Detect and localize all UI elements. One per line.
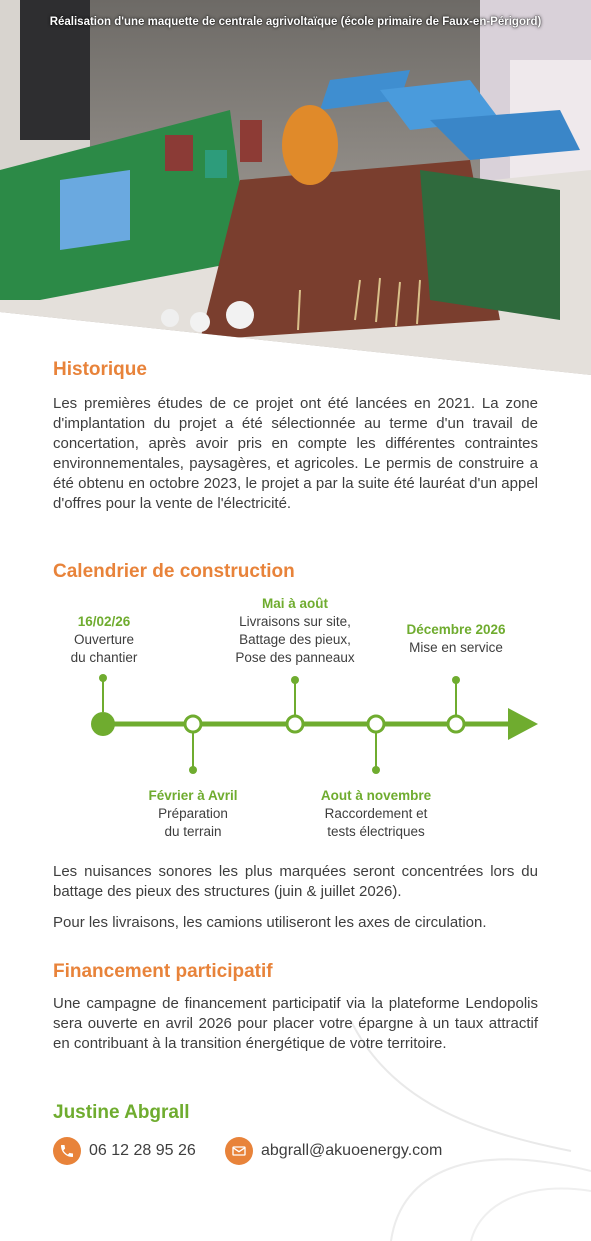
timeline-node-2 bbox=[185, 716, 201, 732]
milestone-2-line1: Préparation bbox=[158, 806, 228, 821]
milestone-3-line1: Livraisons sur site, bbox=[239, 614, 351, 629]
envelope-icon bbox=[225, 1137, 253, 1165]
milestone-2-date: Février à Avril bbox=[148, 788, 238, 803]
contact-email[interactable] bbox=[225, 1137, 442, 1165]
milestone-5-label bbox=[386, 621, 526, 657]
milestone-5-date: Décembre 2026 bbox=[406, 622, 506, 637]
milestone-3-line3: Pose des panneaux bbox=[235, 650, 355, 665]
calendrier-note-deliveries: Pour les livraisons, les camions utiliseront les axes de circulation. bbox=[53, 914, 487, 931]
contact-phone[interactable] bbox=[53, 1137, 196, 1165]
timeline-arrowhead bbox=[508, 708, 538, 740]
decorative-swirl bbox=[331, 1021, 591, 1241]
phone-icon bbox=[53, 1137, 81, 1165]
section-title-historique: Historique bbox=[53, 359, 147, 380]
timeline-node-3 bbox=[287, 716, 303, 732]
timeline-node-5 bbox=[448, 716, 464, 732]
timeline-node-4 bbox=[368, 716, 384, 732]
milestone-2-line2: du terrain bbox=[164, 824, 222, 839]
model-photo-illustration bbox=[0, 0, 591, 380]
milestone-4-line1: Raccordement et bbox=[324, 806, 428, 821]
section-title-financement: Financement participatif bbox=[53, 961, 273, 982]
milestone-1-line2: du chantier bbox=[70, 650, 138, 665]
financement-text: Une campagne de financement participatif via la plateforme Lendopolis sera ouverte en avril 2026 pour placer votre épargne à un taux attractif en contribuant à la transition énergétique de votre territoire. bbox=[53, 995, 538, 1052]
photo-caption: Réalisation d'une maquette de centrale agrivoltaïque (école primaire de Faux-en-Périgord) bbox=[49, 16, 542, 28]
calendrier-note-noise: Les nuisances sonores les plus marquées seront concentrées lors du battage des pieux des structures (juin & juillet 2026). bbox=[53, 863, 538, 900]
milestone-1-line1: Ouverture bbox=[73, 632, 135, 647]
milestone-4-label bbox=[306, 787, 446, 841]
milestone-4-date: Aout à novembre bbox=[320, 788, 432, 803]
milestone-5-line1: Mise en service bbox=[409, 640, 503, 655]
historique-text: Les premières études de ce projet ont été lancées en 2021. La zone d'implantation du projet a été sélectionnée au terme d'un travail de concertation, après avoir pris en compte les différentes contraintes environnementales, paysagères, et agricoles. Le permis de construire a été obtenu en octobre 2023, le projet a par la suite été lauréat d'un appel d'offres pour la vente de l'électricité. bbox=[53, 395, 538, 512]
contact-name: Justine Abgrall bbox=[53, 1102, 190, 1123]
timeline-graphic bbox=[0, 660, 591, 785]
milestone-3-label bbox=[215, 595, 375, 667]
milestone-4-line2: tests électriques bbox=[327, 824, 425, 839]
timeline-node-1 bbox=[91, 712, 115, 736]
milestone-1-label bbox=[42, 613, 166, 667]
hero-photo bbox=[0, 0, 591, 380]
section-title-calendrier: Calendrier de construction bbox=[53, 561, 295, 582]
milestone-3-line2: Battage des pieux, bbox=[239, 632, 351, 647]
milestone-1-date: 16/02/26 bbox=[77, 614, 131, 629]
phone-number: 06 12 28 95 26 bbox=[89, 1142, 196, 1159]
milestone-2-label bbox=[130, 787, 256, 841]
email-address: abgrall@akuoenergy.com bbox=[261, 1142, 443, 1159]
milestone-3-date: Mai à août bbox=[261, 596, 328, 611]
